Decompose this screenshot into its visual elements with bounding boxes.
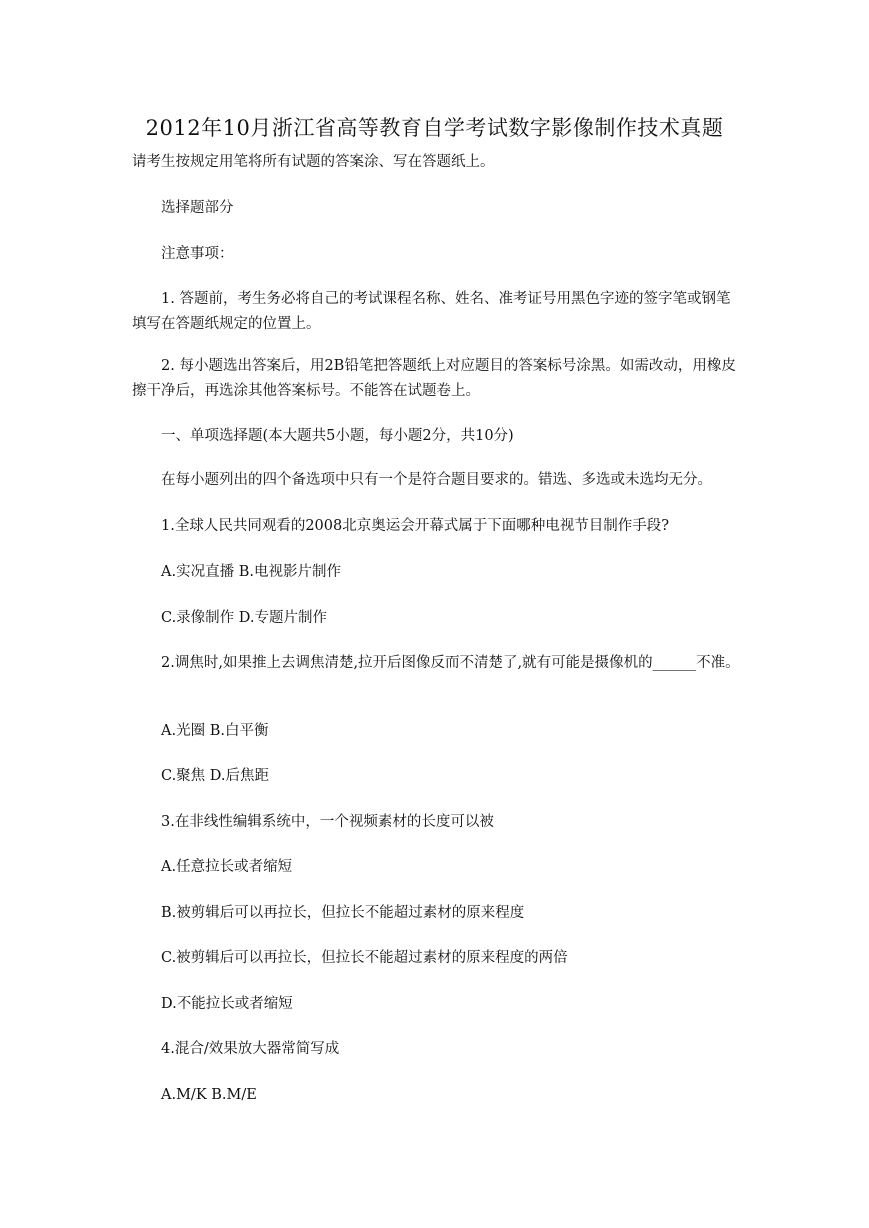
question-4-options-ab: A.M/K B.M/E xyxy=(161,1087,257,1103)
notice-item-2: 2. 每小题选出答案后，用2B铅笔把答题纸上对应题目的答案标号涂黑。如需改动，用橡皮擦干净后，再选涂其他答案标号。不能答在试题卷上。 xyxy=(132,358,736,399)
question-4-stem: 4.混合/效果放大器常简写成 xyxy=(161,1041,340,1057)
question-1-options-cd: C.录像制作 D.专题片制作 xyxy=(161,610,328,626)
part-one-heading: 一、单项选择题(本大题共5小题，每小题2分，共10分) xyxy=(161,428,514,444)
question-3-stem: 3.在非线性编辑系统中，一个视频素材的长度可以被 xyxy=(161,814,494,830)
section-label: 选择题部分 xyxy=(161,200,234,216)
question-1-stem: 1.全球人民共同观看的2008北京奥运会开幕式属于下面哪种电视节目制作手段? xyxy=(161,518,670,534)
question-3-option-c: C.被剪辑后可以再拉长，但拉长不能超过素材的原来程度的两倍 xyxy=(161,950,568,966)
question-3-option-d: D.不能拉长或者缩短 xyxy=(161,996,293,1012)
question-3-option-b: B.被剪辑后可以再拉长，但拉长不能超过素材的原来程度 xyxy=(161,905,525,921)
instruction-text: 请考生按规定用笔将所有试题的答案涂、写在答题纸上。 xyxy=(132,154,495,170)
question-3-option-a: A.任意拉长或者缩短 xyxy=(161,859,293,875)
question-2-options-cd: C.聚焦 D.后焦距 xyxy=(161,768,270,784)
question-2-stem: 2.调焦时,如果推上去调焦清楚,拉开后图像反而不清楚了,就有可能是摄像机的______不准。 xyxy=(161,655,740,671)
part-one-description: 在每小题列出的四个备选项中只有一个是符合题目要求的。错选、多选或未选均无分。 xyxy=(161,472,712,488)
document-title: 2012年10月浙江省高等教育自学考试数字影像制作技术真题 xyxy=(145,116,724,140)
notice-item-1: 1. 答题前，考生务必将自己的考试课程名称、姓名、准考证号用黑色字迹的签字笔或钢笔填写在答题纸规定的位置上。 xyxy=(132,291,731,332)
question-2-options-ab: A.光圈 B.白平衡 xyxy=(161,723,269,739)
notice-label: 注意事项： xyxy=(161,246,234,262)
question-1-options-ab: A.实况直播 B.电视影片制作 xyxy=(161,564,341,580)
